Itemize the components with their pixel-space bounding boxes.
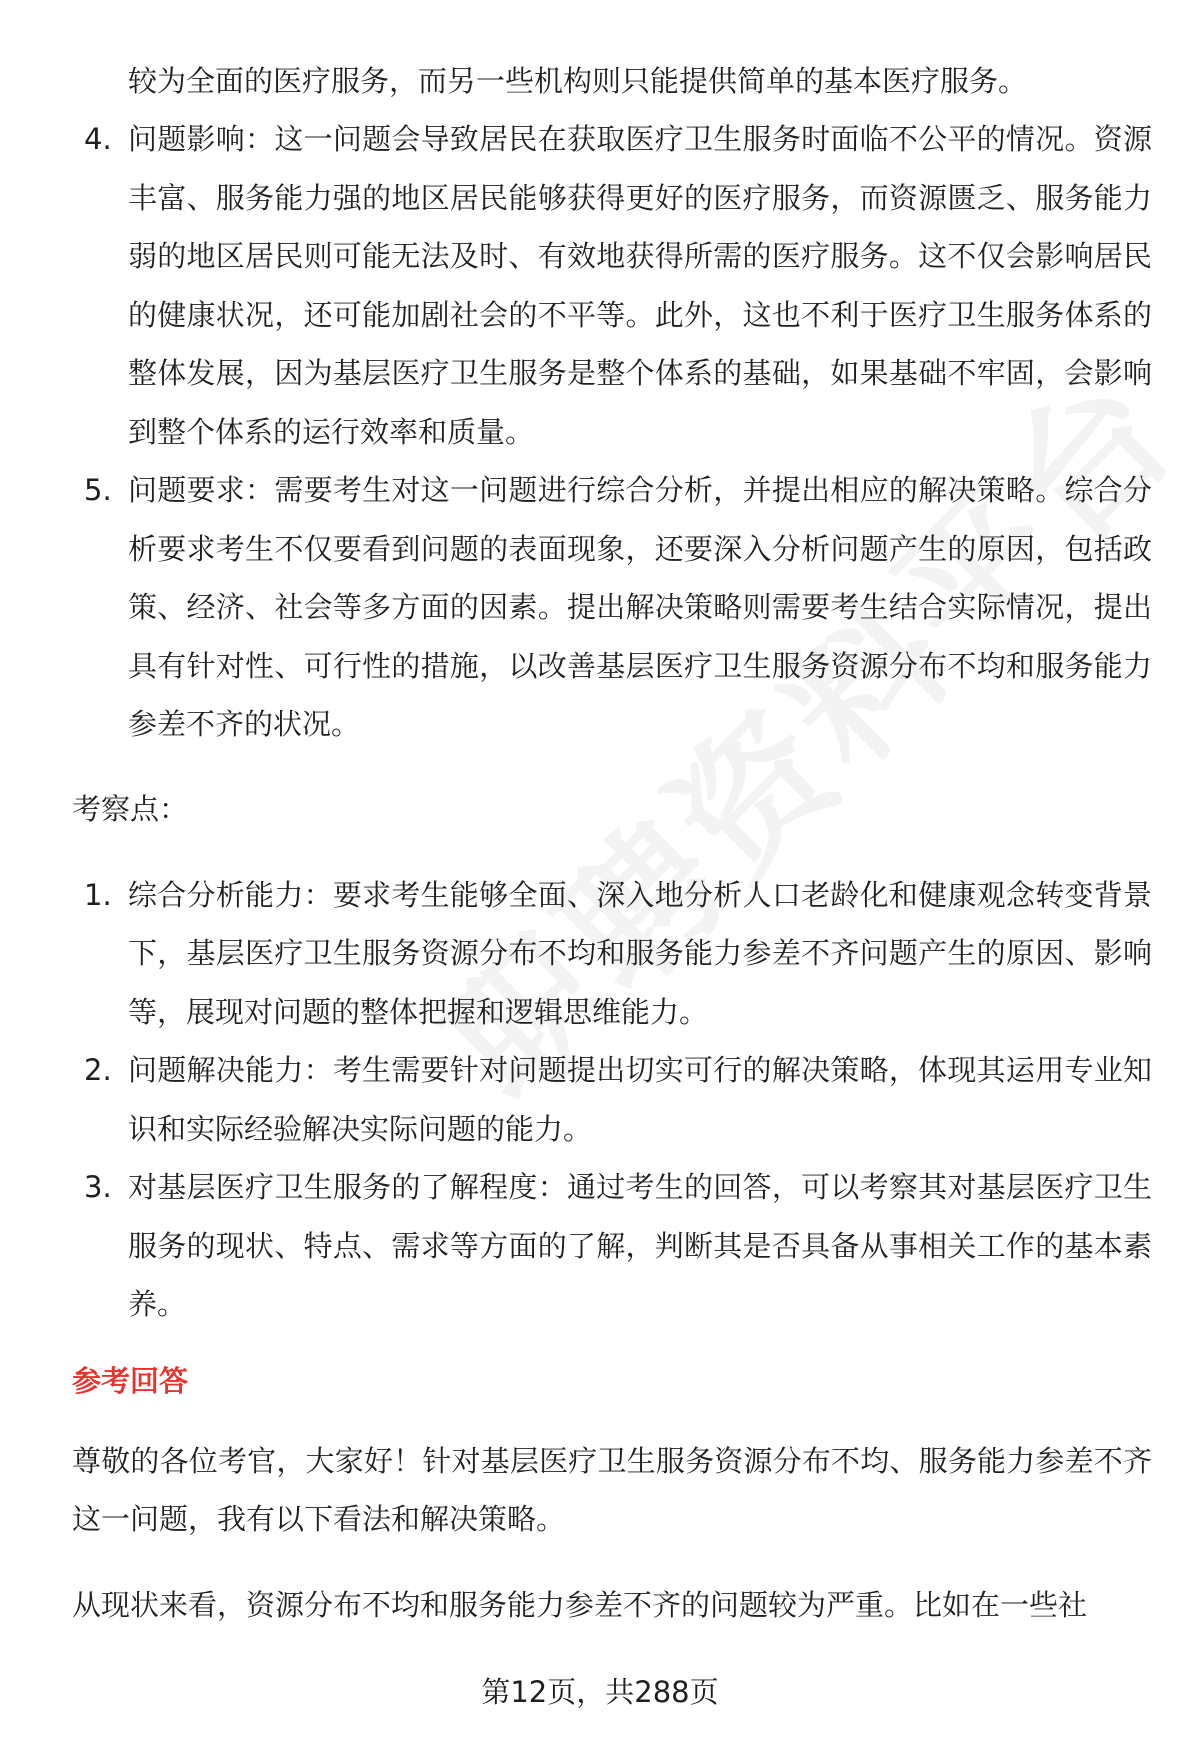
list-item xyxy=(72,1158,1152,1334)
list-item xyxy=(72,866,1152,1042)
list-item-text: 问题影响：这一问题会导致居民在获取医疗卫生服务时面临不公平的情况。资源丰富、服务能力强的地区居民能够获得更好的医疗服务，而资源匮乏、服务能力弱的地区居民则可能无法及时、有效地获得所需的医疗服务。这不仅会影响居民的健康状况，还可能加剧社会的不平等。此外，这也不利于医疗卫生服务体系的整体发展，因为基层医疗卫生服务是整个体系的基础，如果基础不牢固，会影响到整个体系的运行效率和质量。 xyxy=(128,122,1152,449)
list-item xyxy=(72,1041,1152,1158)
list-item-number: 4. xyxy=(84,122,112,156)
page-number-footer: 第12页，共288页 xyxy=(481,1675,719,1709)
list-item xyxy=(72,110,1152,461)
list-item-text: 对基层医疗卫生服务的了解程度：通过考生的回答，可以考察其对基层医疗卫生服务的现状、特点、需求等方面的了解，判断其是否具备从事相关工作的基本素养。 xyxy=(128,1170,1152,1321)
reference-answer-heading: 参考回答 xyxy=(72,1363,189,1398)
question-analysis-list xyxy=(72,110,1152,754)
answer-paragraph: 尊敬的各位考官，大家好！针对基层医疗卫生服务资源分布不均、服务能力参差不齐这一问题，我有以下看法和解决策略。 xyxy=(72,1443,1152,1536)
continuation-line: 较为全面的医疗服务，而另一些机构则只能提供简单的基本医疗服务。 xyxy=(128,64,1028,98)
exam-points-list xyxy=(72,866,1152,1334)
answer-paragraph: 从现状来看，资源分布不均和服务能力参差不齐的问题较为严重。比如在一些社 xyxy=(72,1587,1088,1622)
list-item-number: 1. xyxy=(84,877,112,912)
list-item-text: 综合分析能力：要求考生能够全面、深入地分析人口老龄化和健康观念转变背景下，基层医疗卫生服务资源分布不均和服务能力参差不齐问题产生的原因、影响等，展现对问题的整体把握和逻辑思维能力。 xyxy=(128,877,1152,1029)
list-item-text: 问题解决能力：考生需要针对问题提出切实可行的解决策略，体现其运用专业知识和实际经验解决实际问题的能力。 xyxy=(128,1053,1152,1146)
list-item-number: 2. xyxy=(84,1053,112,1087)
exam-points-label: 考察点： xyxy=(72,791,189,826)
list-item-text: 问题要求：需要考生对这一问题进行综合分析，并提出相应的解决策略。综合分析要求考生不仅要看到问题的表面现象，还要深入分析问题产生的原因，包括政策、经济、社会等多方面的因素。提出解决策略则需要考生结合实际情况，提出具有针对性、可行性的措施，以改善基层医疗卫生服务资源分布不均和服务能力参差不齐的状况。 xyxy=(128,473,1152,741)
page-content xyxy=(72,52,1152,1662)
list-item-number: 3. xyxy=(84,1170,112,1204)
list-item-number: 5. xyxy=(84,473,112,507)
list-item xyxy=(72,461,1152,754)
